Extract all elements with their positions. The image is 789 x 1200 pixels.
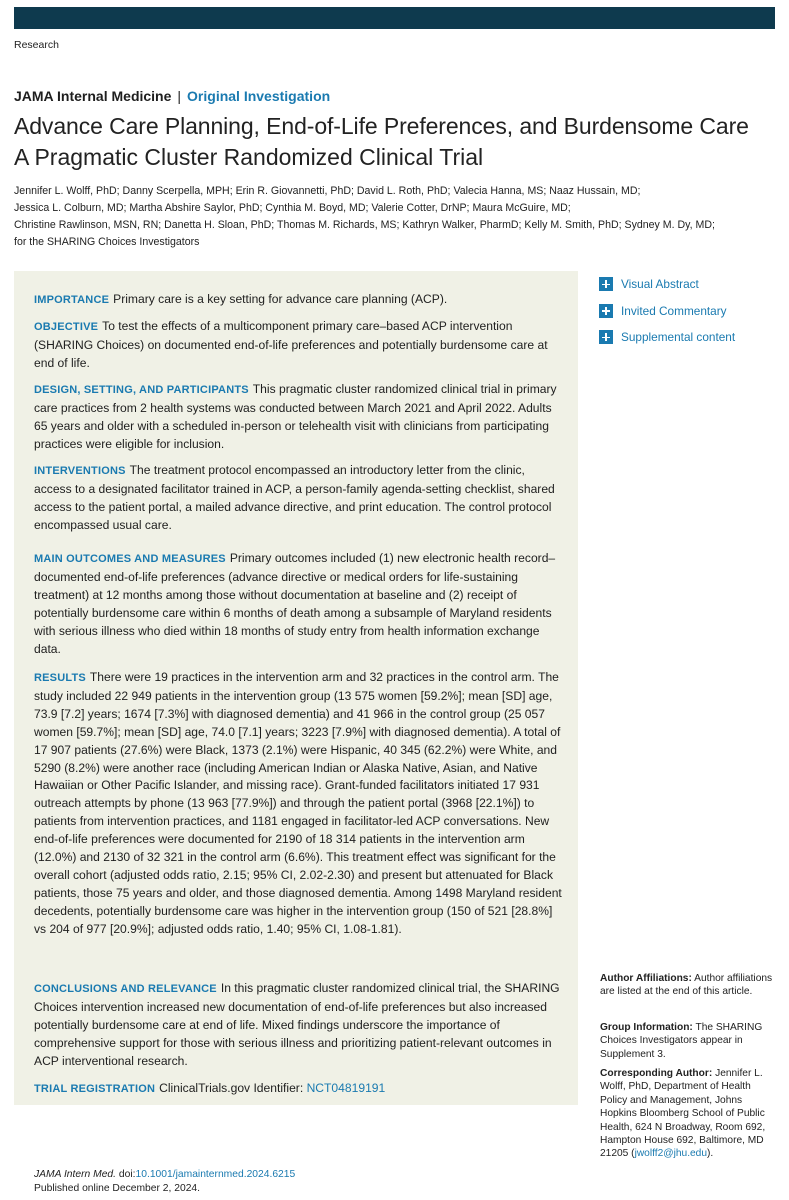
visual-abstract-link[interactable] (599, 271, 735, 298)
abstract-results (34, 669, 562, 939)
journal-line (14, 88, 330, 104)
doi-link[interactable]: 10.1001/jamainternmed.2024.6215 (135, 1169, 296, 1180)
supplemental-content-link[interactable] (599, 324, 735, 351)
author-line: Christine Rawlinson, MSN, RN; Danetta H. Sloan, PhD; Thomas M. Richards, MS; Kathryn Walker, PharmD; Kelly M. Smith, PhD; Sydney M. Dy, MD; (14, 219, 715, 231)
section-text: ClinicalTrials.gov Identifier: (159, 1081, 304, 1095)
top-banner (14, 7, 775, 29)
plus-icon (599, 304, 613, 318)
section-text: The treatment protocol encompassed an introductory letter from the clinic, access to a designated facilitator trained in ACP, a person-family agenda-setting checklist, shared access to the patient portal, a mailed advance directive, and print education. The control protocol encompassed usual care. (34, 463, 555, 532)
link-label: Supplemental content (621, 330, 736, 345)
doi-label: doi: (118, 1169, 136, 1180)
author-affiliations (600, 972, 780, 999)
section-text: There were 19 practices in the intervention arm and 32 practices in the control arm. The study included 22 949 patients in the intervention group (13 575 women [59.2%]; mean [SD] age, 73.9 [7.2] years; 1674 [7.3%] with diagnosed dementia) and 41 966 in the control group (25 057 women [59.7%]; mean [SD] age, 74.0 [7.1] years; 3223 [7.9%] with diagnosed dementia). A total of 17 907 patients (27.6%) were Black, 1373 (2.1%) were Hispanic, 40 345 (62.2%) were White, and 5290 (8.2%) were another race (including American Indian or Alaska Native, Asian, and Native Hawaiian or Other Pacific Islander, and missing race). Grant-funded facilitators initiated 17 931 outreach attempts by phone (13 963 [77.9%]) and through the patient portal (3968 [22.1%]) to patients from intervention practices, and 1181 engaged in facilitator-led ACP conversations. New end-of-life preferences were documented for 2190 of 18 314 patients in the intervention arm (12.0%) and 2130 of 32 321 in the control arm (6.6%). This treatment effect was significant for the overall cohort (adjusted odds ratio, 2.15; 95% CI, 2.02-2.30) and present but attenuated for Black patients, those 75 years and older, and those diagnosed dementia. Among 1498 Maryland resident decedents, potentially burdensome care was higher in the intervention group (150 of 521 [28.8%] vs 204 of 977 [20.9%]; adjusted odds ratio, 1.40; 95% CI, 1.08-1.81). (34, 670, 562, 936)
article-type[interactable]: Original Investigation (187, 88, 331, 104)
trial-registration-link[interactable]: NCT04819191 (306, 1081, 386, 1095)
article-subtitle: A Pragmatic Cluster Randomized Clinical Trial (14, 144, 484, 170)
section-text: Primary care is a key setting for advance care planning (ACP). (113, 292, 448, 306)
author-line: for the SHARING Choices Investigators (14, 236, 200, 248)
info-label: Corresponding Author: (600, 1068, 713, 1079)
plus-icon (599, 330, 613, 344)
plus-icon (599, 277, 613, 291)
journal-abbrev: JAMA Intern Med. (34, 1169, 117, 1180)
info-text: The SHARING Choices Investigators appear in Supplement 3. (600, 1022, 763, 1060)
section-heading: RESULTS (34, 672, 86, 684)
abstract-objective (34, 318, 562, 373)
related-content-links (599, 271, 735, 351)
abstract-outcomes (34, 550, 562, 658)
section-heading: INTERVENTIONS (34, 465, 126, 477)
section-heading: TRIAL REGISTRATION (34, 1083, 156, 1095)
abstract-conclusions (34, 980, 562, 1071)
invited-commentary-link[interactable] (599, 298, 735, 325)
abstract-design (34, 381, 562, 454)
info-text: Author affiliations are listed at the end of this article. (600, 973, 773, 998)
link-label: Invited Commentary (621, 303, 727, 318)
email-link[interactable]: jwolff2@jhu.edu (634, 1148, 708, 1160)
section-heading: CONCLUSIONS AND RELEVANCE (34, 983, 217, 995)
abstract-registration (34, 1080, 562, 1099)
journal-name: JAMA Internal Medicine (14, 88, 172, 104)
section-label: Research (14, 39, 59, 51)
section-text: In this pragmatic cluster randomized clinical trial, the SHARING Choices intervention increased new documentation of end-of-life preferences but also increased potentially burdensome care at end of life. Mixed findings underscore the importance of comprehensive support for those with serious illness and prioritizing patient-relevant outcomes in ACP interventional research. (34, 981, 560, 1068)
info-text-close: ). (707, 1148, 714, 1160)
published-date: Published online December 2, 2024. (34, 1182, 201, 1194)
section-text: To test the effects of a multicomponent primary care–based ACP intervention (SHARING Choices) on documented end-of-life preferences and potentially burdensome care at end of life. (34, 319, 548, 370)
section-text: Primary outcomes included (1) new electronic health record–documented end-of-life preferences (advance directive or medical orders for life-sustaining treatment) at 12 months among those without documentation at baseline and (2) receipt of potentially burdensome care within 6 months of death among a subsample of Maryland residents with serious illness who died within 18 months of study entry from health information exchange data. (34, 551, 556, 656)
section-heading: MAIN OUTCOMES AND MEASURES (34, 553, 226, 565)
link-label: Visual Abstract (621, 277, 699, 292)
abstract-interventions (34, 462, 562, 535)
author-list (14, 183, 754, 251)
section-heading: OBJECTIVE (34, 321, 99, 333)
journal-separator: | (177, 88, 182, 104)
author-line: Jennifer L. Wolff, PhD; Danny Scerpella, MPH; Erin R. Giovannetti, PhD; David L. Roth, PhD; Valecia Hanna, MS; Naaz Hussain, MD; (14, 185, 641, 197)
group-information (600, 1021, 780, 1061)
section-heading: IMPORTANCE (34, 294, 110, 306)
abstract-importance (34, 291, 562, 310)
article-title: Advance Care Planning, End-of-Life Preferences, and Burdensome Care (14, 113, 749, 139)
info-label: Group Information: (600, 1022, 693, 1033)
info-text: Jennifer L. Wolff, PhD, Department of Health Policy and Management, Johns Hopkins Bloomberg School of Public Health, 624 N Broadway, Room 692, Hampton House 692, Baltimore, MD 21205 ( (600, 1068, 766, 1160)
info-label: Author Affiliations: (600, 973, 692, 984)
author-line: Jessica L. Colburn, MD; Martha Abshire Saylor, PhD; Cynthia M. Boyd, MD; Valerie Cotter, DrNP; Maura McGuire, MD; (14, 202, 571, 214)
section-heading: DESIGN, SETTING, AND PARTICIPANTS (34, 384, 249, 396)
section-text: This pragmatic cluster randomized clinical trial in primary care practices from 2 health systems was conducted between March 2021 and April 2022. Adults 65 years and older with a scheduled in-person or telehealth visit with clinicians from participating practices were eligible for inclusion. (34, 382, 557, 451)
corresponding-author (600, 1067, 780, 1161)
citation (34, 1168, 295, 1195)
